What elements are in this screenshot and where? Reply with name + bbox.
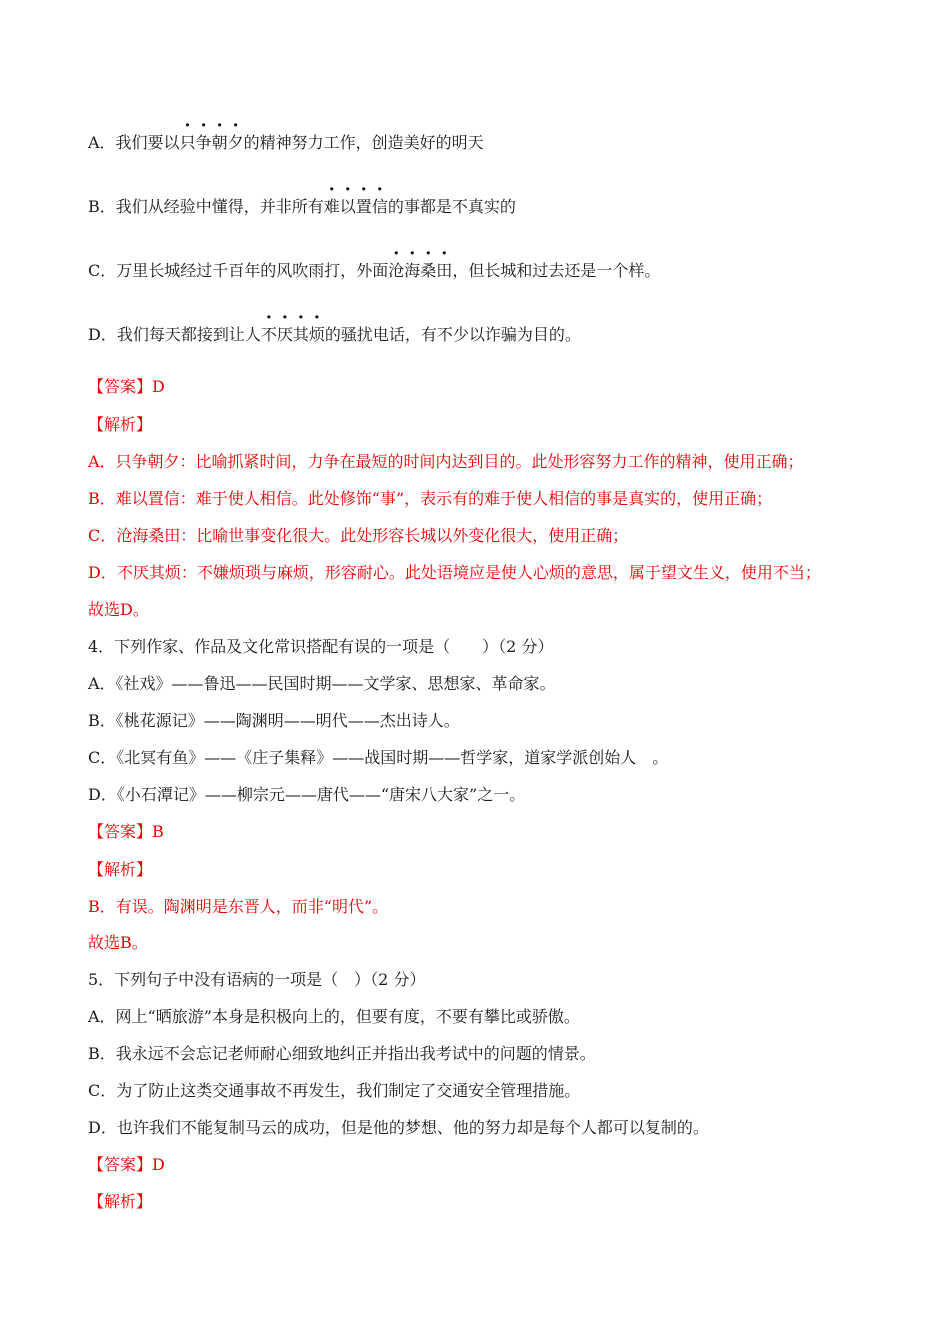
q4-analysis-line: B．有误。陶渊明是东晋人，而非“明代”。 [88, 897, 389, 916]
emphasized-char: 其 [292, 325, 309, 344]
option-text: D．我们每天都接到让人 [88, 325, 261, 344]
q4-option: C．《北冥有鱼》——《庄子集释》——战国时期——哲学家，道家学派创始人 。 [88, 748, 669, 767]
q3-option-a [88, 132, 484, 154]
answer-label: 【答案】 [88, 377, 153, 396]
q4-stem: 4．下列作家、作品及文化常识搭配有误的一项是（ ）（2 分） [88, 637, 554, 656]
q3-conclusion [88, 599, 149, 621]
q3-analysis-line: D．不厌其烦：不嫌烦琐与麻烦，形容耐心。此处语境应是使人心烦的意思，属于望文生义，使用不当； [88, 563, 821, 582]
q3-option-c [88, 260, 660, 282]
q5-option: C．为了防止这类交通事故不再发生，我们制定了交通安全管理措施。 [88, 1081, 581, 1100]
emphasized-char: 难 [323, 197, 340, 216]
q4-option: B．《桃花源记》——陶渊明——明代——杰出诗人。 [88, 711, 460, 730]
q5-option: A．网上“晒旅游”本身是积极向上的，但要有度，不要有攀比或骄傲。 [88, 1007, 580, 1026]
q5-option: D．也许我们不能复制马云的成功，但是他的梦想、他的努力却是每个人都可以复制的。 [88, 1118, 709, 1137]
q4-conclusion [88, 932, 148, 954]
emphasized-char: 朝 [211, 133, 228, 152]
emphasized-char: 沧 [388, 261, 405, 280]
emphasized-char: 田 [436, 261, 453, 280]
q5-analysis-label: 【解析】 [88, 1192, 153, 1211]
q5-answer [88, 1154, 165, 1176]
conclusion-text: 故选 [88, 600, 121, 619]
q3-answer [88, 376, 165, 398]
conclusion-text: 故选 [88, 933, 121, 952]
answer-value: B [152, 822, 164, 841]
option-text: A．我们要以 [88, 133, 180, 152]
emphasized-char: 信 [371, 197, 388, 216]
emphasized-char: 夕 [227, 133, 244, 152]
q3-analysis-label: 【解析】 [88, 415, 153, 434]
q5-option: B．我永远不会忘记老师耐心细致地纠正并指出我考试中的问题的情景。 [88, 1044, 596, 1063]
emphasized-char: 只 [179, 133, 196, 152]
emphasized-char: 置 [355, 197, 372, 216]
q3-option-d [88, 324, 581, 346]
q4-analysis-label: 【解析】 [88, 860, 153, 879]
conclusion-value: B。 [120, 933, 148, 952]
q3-analysis-line: A．只争朝夕：比喻抓紧时间，力争在最短的时间内达到目的。此处形容努力工作的精神，使用正确； [88, 452, 804, 471]
option-text: B．我们从经验中懂得，并非所有 [88, 197, 324, 216]
q5-stem: 5．下列句子中没有语病的一项是（ ）（2 分） [88, 970, 426, 989]
q4-option: A．《社戏》——鲁迅——民国时期——文学家、思想家、革命家。 [88, 674, 556, 693]
q3-analysis-line: B．难以置信：难于使人相信。此处修饰“事”，表示有的难于使人相信的事是真实的，使用正确； [88, 489, 773, 508]
q4-answer [88, 821, 164, 843]
emphasized-char: 不 [260, 325, 277, 344]
emphasized-char: 海 [404, 261, 421, 280]
emphasized-char: 争 [195, 133, 212, 152]
emphasized-char: 桑 [420, 261, 437, 280]
answer-label: 【答案】 [88, 822, 153, 841]
q4-option: D．《小石潭记》——柳宗元——唐代——“唐宋八大家”之一。 [88, 785, 526, 804]
answer-value: D [152, 1155, 165, 1174]
answer-value: D [152, 377, 165, 396]
option-text: C．万里长城经过千百年的风吹雨打，外面 [88, 261, 389, 280]
emphasized-char: 以 [339, 197, 356, 216]
option-text: 的骚扰电话，有不少以诈骗为目的。 [324, 325, 581, 344]
option-text: 的精神努力工作，创造美好的明天 [243, 133, 484, 152]
q3-option-b [88, 196, 516, 218]
q3-analysis-line: C．沧海桑田：比喻世事变化很大。此处形容长城以外变化很大，使用正确； [88, 526, 629, 545]
answer-label: 【答案】 [88, 1155, 153, 1174]
option-text: ，但长城和过去还是一个样。 [452, 261, 661, 280]
emphasized-char: 烦 [308, 325, 325, 344]
option-text: 的事都是不真实的 [387, 197, 516, 216]
conclusion-value: D。 [120, 600, 149, 619]
emphasized-char: 厌 [276, 325, 293, 344]
